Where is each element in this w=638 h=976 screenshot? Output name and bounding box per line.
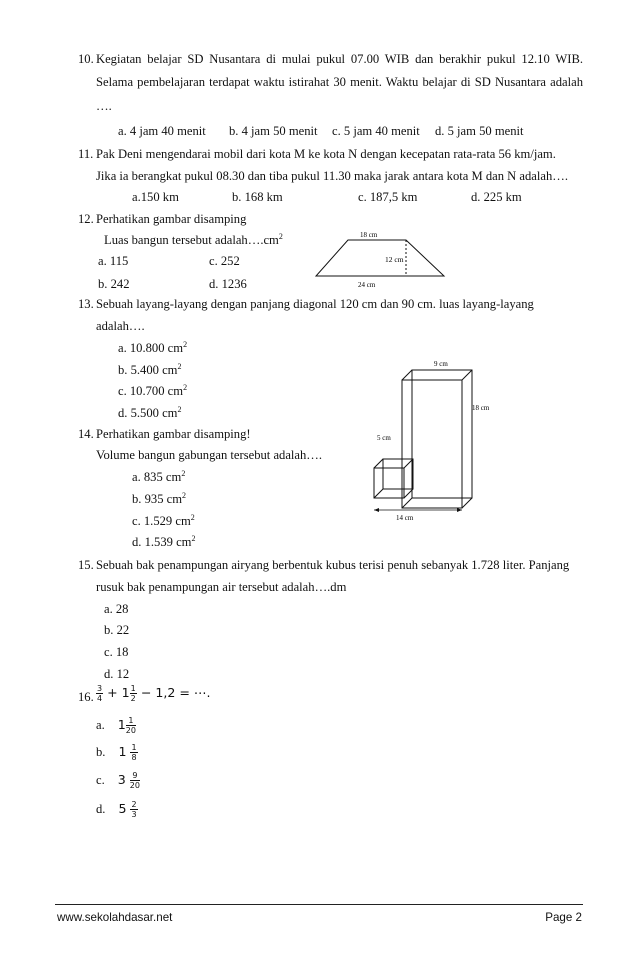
- q11-option-a: a.150 km: [132, 190, 179, 204]
- q16-option-a: a. 1 $\frac{1}{20}$: [96, 716, 136, 735]
- q15-text-line2: rusuk bak penampungan air tersebut adalah….dm: [96, 580, 347, 594]
- q16-option-d: d. 5 $\frac{2}{3}$: [96, 800, 137, 819]
- q11-option-c: c. 187,5 km: [358, 190, 418, 204]
- q12-trapezoid-shape: [316, 240, 444, 276]
- q12-option-a: a. 115: [98, 254, 129, 268]
- q15-option-d: d. 12: [104, 667, 130, 681]
- q12-top-label: 18 cm: [360, 231, 378, 239]
- q12-text-line1: Perhatikan gambar disamping: [96, 212, 247, 226]
- q14-option-a: a. 835 $cm^2$: [132, 469, 186, 484]
- q10-option-a: a. 4 jam 40 menit: [118, 124, 206, 138]
- q12-text-line2: Luas bangun tersebut $adalah\dots.cm^2$: [104, 232, 283, 247]
- q10-option-b: b. 4 jam 50 menit: [229, 124, 318, 138]
- q10-text-line3: ….: [96, 99, 112, 113]
- q11-option-b: b. 168 km: [232, 190, 283, 204]
- q12-number: 12.: [78, 212, 94, 226]
- q14-left-label: 5 cm: [377, 434, 391, 442]
- q14-option-c: c. 1.529 $cm^2$: [132, 513, 195, 528]
- footer-site: www.sekolahdasar.net: [57, 911, 173, 924]
- q16-fraction-1: $\frac{3}{4}$: [97, 684, 103, 703]
- q14-combined-solid-figure: [360, 356, 500, 526]
- q13-number: 13.: [78, 297, 94, 311]
- q14-small-cube: [374, 459, 413, 498]
- q16-option-c: c. 3 $\frac{9}{20}$: [96, 771, 140, 790]
- q16-fraction-2: $\frac{1}{2}$: [130, 684, 136, 703]
- q16-expression: $\frac{3}{4}$ + 1 $\frac{1}{2}$ − 1,2 = ⋯.: [97, 684, 211, 703]
- footer-page-number: Page 2: [545, 911, 582, 924]
- q10-text-line1: Kegiatan belajar SD Nusantara di mulai pukul 07.00 WIB dan berakhir pukul 12.10 WIB.: [96, 52, 583, 66]
- q14-right-label: 18 cm: [472, 404, 490, 412]
- q15-number: 15.: [78, 558, 94, 572]
- q13-option-a: a. 10.800 $cm^2$: [118, 340, 188, 355]
- q14-bottom-label: 14 cm: [396, 514, 414, 522]
- q12-height-label: 12 cm: [385, 255, 404, 264]
- q11-option-d: d. 225 km: [471, 190, 522, 204]
- q14-arrow-right: [457, 508, 462, 512]
- q10-text-line2: Selama pembelajaran terdapat waktu istirahat 30 menit. Waktu belajar di SD Nusantara adalah: [96, 75, 583, 89]
- q14-text-line2: Volume bangun gabungan tersebut adalah….: [96, 448, 323, 462]
- q15-option-c: c. 18: [104, 645, 129, 659]
- q16-number: 16.: [78, 690, 94, 704]
- q10-option-c: c. 5 jam 40 menit: [332, 124, 420, 138]
- q12-option-c: c. 252: [209, 254, 240, 268]
- q12-option-d: d. 1236: [209, 277, 247, 291]
- q13-option-d: d. 5.500 $cm^2$: [118, 405, 182, 420]
- q12-option-b: b. 242: [98, 277, 130, 291]
- q16-option-b: b. 1 $\frac{1}{8}$: [96, 743, 137, 762]
- q14-option-b: b. 935 $cm^2$: [132, 491, 187, 506]
- q15-option-a: a. 28: [104, 602, 129, 616]
- q12-bottom-label: 24 cm: [358, 281, 376, 289]
- q11-text-line2: Jika ia berangkat pukul 08.30 dan tiba pukul 11.30 maka jarak antara kota M dan N adalah….: [96, 169, 569, 183]
- q14-arrow-left: [374, 508, 379, 512]
- q15-text-line1: Sebuah bak penampungan airyang berbentuk kubus terisi penuh sebanyak 1.728 liter. Panjang: [96, 558, 570, 572]
- q12-trapezoid-figure: [310, 226, 450, 290]
- q11-text-line1: Pak Deni mengendarai mobil dari kota M ke kota N dengan kecepatan rata-rata 56 km/jam.: [96, 147, 556, 161]
- q14-number: 14.: [78, 427, 94, 441]
- q10-number: 10.: [78, 52, 94, 66]
- q12-unit-superscript: 2: [278, 232, 283, 241]
- q14-top-label: 9 cm: [434, 360, 448, 368]
- q14-option-d: d. 1.539 $cm^2$: [132, 534, 196, 549]
- q13-text-line1: Sebuah layang-layang dengan panjang diagonal 120 cm dan 90 cm. luas layang-layang: [96, 297, 534, 311]
- q15-option-b: b. 22: [104, 623, 130, 637]
- q13-option-c: c. 10.700 $cm^2$: [118, 383, 188, 398]
- q14-text-line1: Perhatikan gambar disamping!: [96, 427, 251, 441]
- q13-option-b: b. 5.400 $cm^2$: [118, 362, 182, 377]
- footer-divider: [55, 904, 583, 905]
- q13-text-line2: adalah….: [96, 319, 145, 333]
- q10-option-d: d. 5 jam 50 menit: [435, 124, 524, 138]
- q11-number: 11.: [78, 147, 94, 161]
